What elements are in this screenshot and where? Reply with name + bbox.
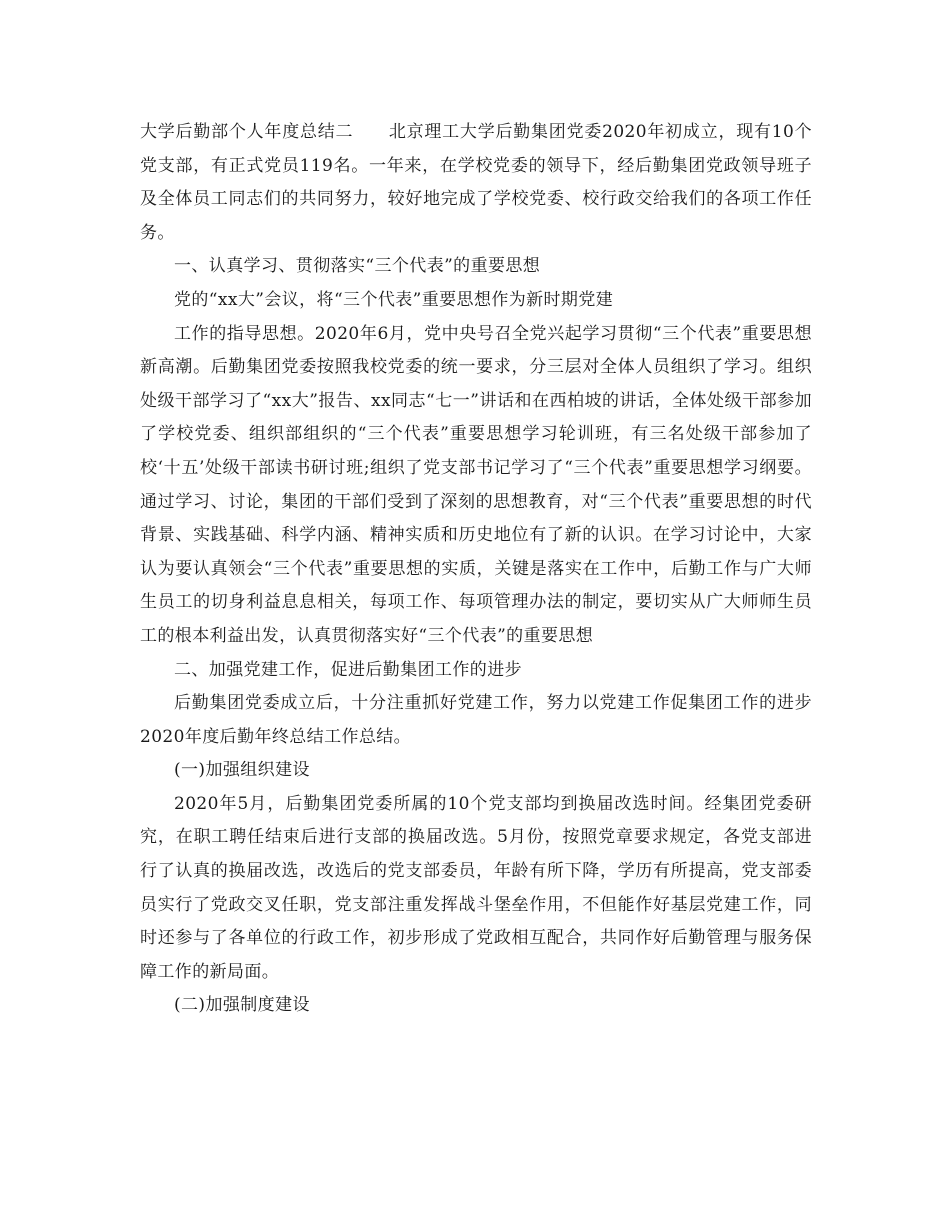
document-body bbox=[140, 116, 812, 1023]
section-heading-2: 二、加强党建工作，促进后勤集团工作的进步 bbox=[174, 659, 522, 680]
intro-paragraph: 大学后勤部个人年度总结二 北京理工大学后勤集团党委2020年初成立，现有10个党支部，有正式党员119名。一年来，在学校党委的领导下，经后勤集团党政领导班子及全体员工同志们的共同努力，较好地完成了学校党委、校行政交给我们的各项工作任务。 bbox=[140, 122, 812, 243]
body-paragraph: 工作的指导思想。2020年6月，党中央号召全党兴起学习贯彻“三个代表”重要思想新高潮。后勤集团党委按照我校党委的统一要求，分三层对全体人员组织了学习。组织处级干部学习了“xx大”报告、xx同志“七一”讲话和在西柏坡的讲话，全体处级干部参加了学校党委、组织部组织的“三个代表”重要思想学习轮训班，有三名处级干部参加了校‘十五’处级干部读书研讨班;组织了党支部书记学习了“三个代表”重要思想学习纲要。通过学习、讨论，集团的干部们受到了深刻的思想教育，对“三个代表”重要思想的时代背景、实践基础、科学内涵、精神实质和历史地位有了新的认识。在学习讨论中，大家认为要认真领会“三个代表”重要思想的实质，关键是落实在工作中，后勤工作与广大师生员工的切身利益息息相关，每项工作、每项管理办法的制定，要切实从广大师师生员工的根本利益出发，认真贯彻落实好“三个代表”的重要思想 bbox=[140, 323, 812, 646]
body-paragraph: 2020年5月，后勤集团党委所属的10个党支部均到换届改选时间。经集团党委研究，在职工聘任结束后进行支部的换届改选。5月份，按照党章要求规定，各党支部进行了认真的换届改选，改选后的党支部委员，年龄有所下降，学历有所提高，党支部委员实行了党政交叉任职，党支部注重发挥战斗堡垒作用，不但能作好基层党建工作，同时还参与了各单位的行政工作，初步形成了党政相互配合，共同作好后勤管理与服务保障工作的新局面。 bbox=[140, 793, 812, 982]
body-paragraph: 党的“xx大”会议，将“三个代表”重要思想作为新时期党建 bbox=[174, 289, 614, 310]
body-paragraph: 后勤集团党委成立后，十分注重抓好党建工作，努力以党建工作促集团工作的进步2020年度后勤年终总结工作总结。 bbox=[140, 693, 812, 747]
section-heading-1: 一、认真学习、贯彻落实“三个代表”的重要思想 bbox=[174, 256, 541, 277]
subsection-heading-1: (一)加强组织建设 bbox=[174, 760, 310, 781]
subsection-heading-2: (二)加强制度建设 bbox=[174, 995, 310, 1016]
